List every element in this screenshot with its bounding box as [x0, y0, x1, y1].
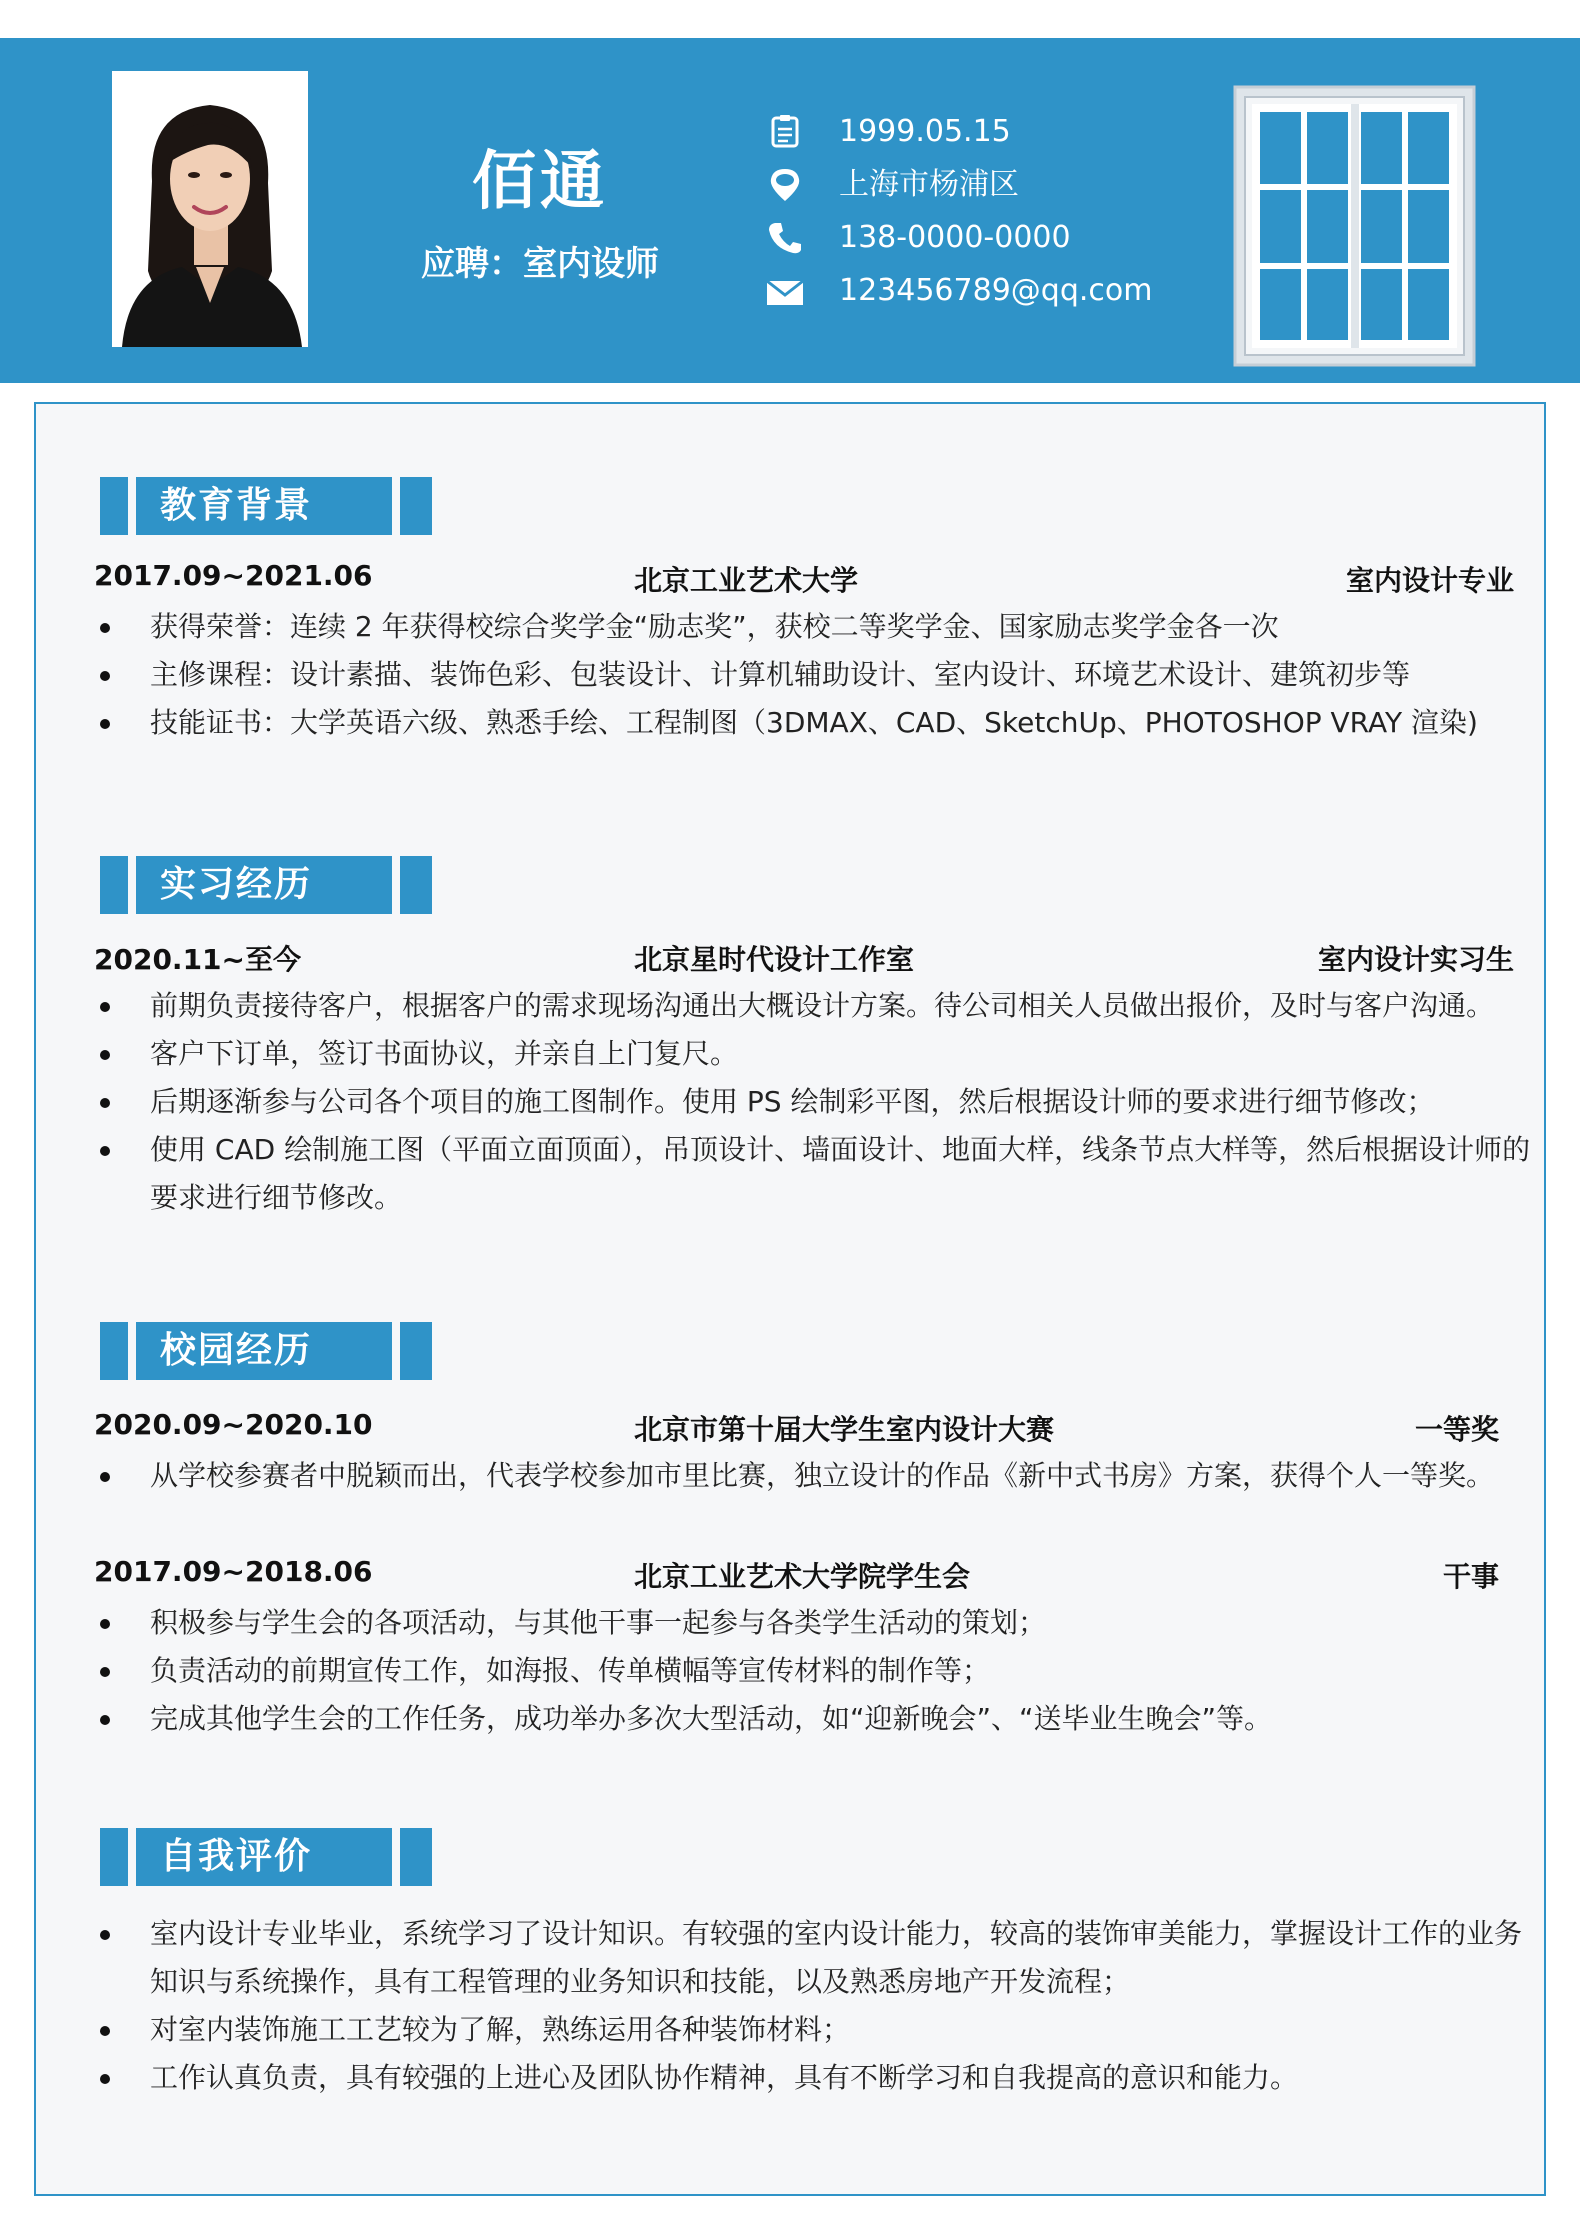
list-item: 积极参与学生会的各项活动，与其他干事一起参与各类学生活动的策划；	[94, 1599, 1534, 1647]
entry-date: 2017.09~2018.06	[94, 1555, 373, 1588]
profile-photo	[112, 71, 308, 347]
contact-birthdate	[765, 110, 1245, 163]
entry-role: 室内设计专业	[1345, 564, 1514, 597]
window-illustration	[1232, 84, 1477, 368]
entry-header	[94, 1555, 1499, 1595]
section-title-self-evaluation	[100, 1828, 432, 1886]
entry-organization: 北京星时代设计工作室	[634, 943, 915, 976]
entry-organization: 北京工业艺术大学院学生会	[634, 1560, 971, 1593]
education-bullets	[94, 603, 1534, 747]
section-title-text: 教育背景	[136, 477, 392, 535]
list-item: 负责活动的前期宣传工作，如海报、传单横幅等宣传材料的制作等；	[94, 1647, 1534, 1695]
list-item: 工作认真负责，具有较强的上进心及团队协作精神，具有不断学习和自我提高的意识和能力。	[94, 2054, 1534, 2102]
campus-bullets-1	[94, 1452, 1534, 1500]
list-item: 客户下订单，签订书面协议，并亲自上门复尺。	[94, 1030, 1534, 1078]
content-frame	[34, 402, 1546, 2196]
entry-role: 室内设计实习生	[1317, 943, 1514, 976]
mail-icon	[765, 273, 805, 309]
list-item: 完成其他学生会的工作任务，成功举办多次大型活动，如“迎新晚会”、“送毕业生晚会”等。	[94, 1695, 1534, 1743]
campus-bullets-2	[94, 1599, 1534, 1743]
section-title-text: 自我评价	[136, 1828, 392, 1886]
internship-bullets	[94, 982, 1534, 1222]
birthdate-text: 1999.05.15	[839, 114, 1011, 149]
contact-location	[765, 163, 1245, 216]
entry-role: 干事	[1442, 1560, 1499, 1593]
calendar-icon	[765, 114, 805, 150]
entry-header	[94, 559, 1514, 599]
list-item: 主修课程：设计素描、装饰色彩、包装设计、计算机辅助设计、室内设计、环境艺术设计、建筑初步等	[94, 651, 1534, 699]
section-title-text: 实习经历	[136, 856, 392, 914]
section-title-campus	[100, 1322, 432, 1380]
entry-organization: 北京市第十届大学生室内设计大赛	[634, 1413, 1055, 1446]
entry-header	[94, 1408, 1499, 1448]
entry-role: 一等奖	[1414, 1413, 1499, 1446]
contact-phone	[765, 216, 1245, 269]
list-item: 使用 CAD 绘制施工图（平面立面顶面），吊顶设计、墙面设计、地面大样，线条节点大样等，然后根据设计师的要求进行细节修改。	[94, 1126, 1534, 1222]
list-item: 室内设计专业毕业，系统学习了设计知识。有较强的室内设计能力，较高的装饰审美能力，掌握设计工作的业务知识与系统操作，具有工程管理的业务知识和技能，以及熟悉房地产开发流程；	[94, 1910, 1534, 2006]
entry-date: 2020.09~2020.10	[94, 1408, 373, 1441]
candidate-name: 佰通	[472, 145, 608, 219]
list-item: 技能证书：大学英语六级、熟悉手绘、工程制图（3DMAX、CAD、SketchUp、PHOTOSHOP VRAY 渲染)	[94, 699, 1534, 747]
section-title-education	[100, 477, 432, 535]
contact-email	[765, 269, 1245, 322]
section-title-internship	[100, 856, 432, 914]
list-item: 对室内装饰施工工艺较为了解，熟练运用各种装饰材料；	[94, 2006, 1534, 2054]
section-title-text: 校园经历	[136, 1322, 392, 1380]
phone-text: 138-0000-0000	[839, 220, 1071, 255]
entry-header	[94, 938, 1514, 978]
list-item: 获得荣誉：连续 2 年获得校综合奖学金“励志奖”，获校二等奖学金、国家励志奖学金各一次	[94, 603, 1534, 651]
self-evaluation-bullets	[94, 1910, 1534, 2102]
entry-date: 2020.11~至今	[94, 943, 301, 976]
location-text: 上海市杨浦区	[839, 167, 1019, 202]
contact-list	[765, 110, 1245, 322]
entry-organization: 北京工业艺术大学	[634, 564, 859, 597]
applied-position: 应聘：室内设师	[421, 244, 659, 284]
header-banner	[0, 38, 1580, 383]
list-item: 从学校参赛者中脱颖而出，代表学校参加市里比赛，独立设计的作品《新中式书房》方案，获得个人一等奖。	[94, 1452, 1534, 1500]
list-item: 前期负责接待客户，根据客户的需求现场沟通出大概设计方案。待公司相关人员做出报价，及时与客户沟通。	[94, 982, 1534, 1030]
email-text: 123456789@qq.com	[839, 273, 1153, 308]
phone-icon	[765, 220, 805, 256]
location-icon	[765, 167, 805, 203]
list-item: 后期逐渐参与公司各个项目的施工图制作。使用 PS 绘制彩平图，然后根据设计师的要求进行细节修改；	[94, 1078, 1534, 1126]
entry-date: 2017.09~2021.06	[94, 559, 373, 592]
